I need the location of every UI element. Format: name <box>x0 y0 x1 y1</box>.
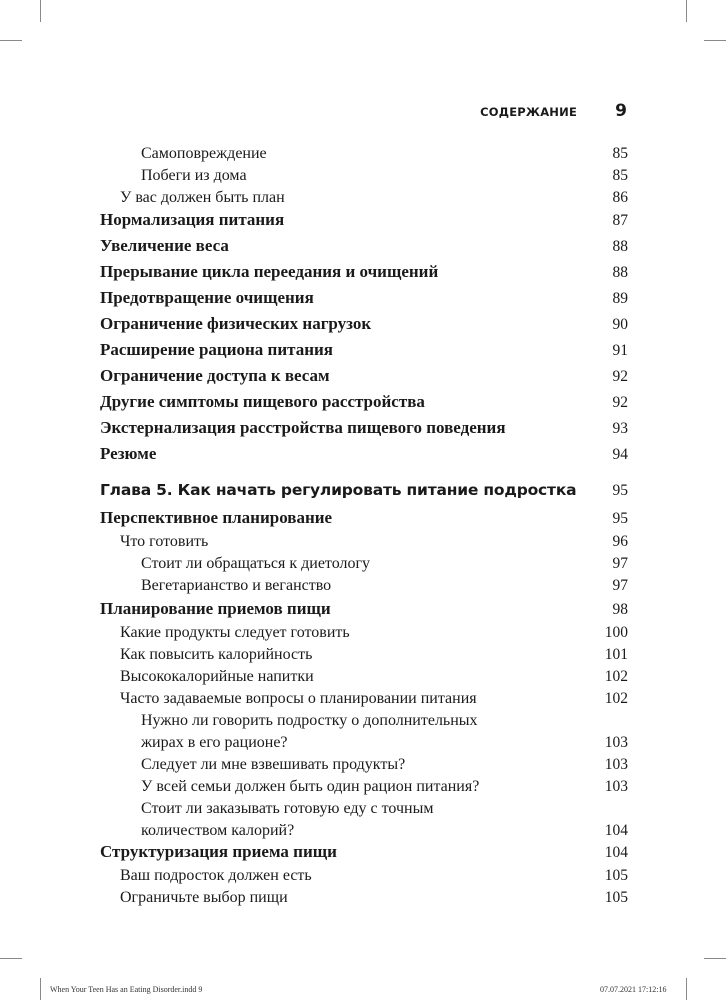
toc-entry-page: 85 <box>612 167 628 184</box>
toc-entry-page: 92 <box>612 368 628 385</box>
toc-entry-title: Другие симптомы пищевого расстройства <box>100 392 425 411</box>
toc-entry-title: Часто задаваемые вопросы о планировании питания <box>120 690 477 707</box>
toc-entry-page: 87 <box>612 212 628 229</box>
toc-entry-title: Стоит ли заказывать готовую еду с точным <box>141 800 434 817</box>
toc-entry-page: 92 <box>612 394 628 411</box>
toc-entry-page: 98 <box>612 601 628 618</box>
toc-entry-page: 101 <box>604 646 628 663</box>
toc-entry-title: Предотвращение очищения <box>100 288 314 307</box>
toc-entry-title: Нужно ли говорить подростку о дополнительных <box>141 712 478 729</box>
toc-entry-page: 95 <box>612 510 628 527</box>
toc-entry-page: 88 <box>612 238 628 255</box>
toc-entry-page: 93 <box>612 420 628 437</box>
toc-entry-page: 104 <box>604 822 628 839</box>
toc-entry-page: 96 <box>612 533 628 550</box>
toc-entry-title: Прерывание цикла переедания и очищений <box>100 262 439 281</box>
toc-entry-title: Высококалорийные напитки <box>120 668 314 685</box>
toc-entry-title: Ограничьте выбор пищи <box>120 889 288 906</box>
toc-entry-page: 86 <box>612 189 628 206</box>
toc-entry-page: 95 <box>612 482 628 499</box>
toc-entry-page: 104 <box>604 844 628 861</box>
footer-timestamp: 07.07.2021 17:12:16 <box>600 985 667 994</box>
toc-entry-page: 100 <box>604 624 628 641</box>
toc-entry-title: У вас должен быть план <box>120 189 285 206</box>
toc-entry-title: жирах в его рационе? <box>141 734 288 751</box>
toc-entry-title: Самоповреждение <box>141 145 267 162</box>
toc-entry-title: Расширение рациона питания <box>100 340 333 359</box>
toc-entry-title: Стоит ли обращаться к диетологу <box>141 555 371 572</box>
toc-entry-title: Резюме <box>100 444 157 463</box>
toc-entry-title: Ограничение физических нагрузок <box>100 314 372 333</box>
running-title: СОДЕРЖАНИЕ <box>480 105 577 119</box>
toc-entry-page: 105 <box>604 867 628 884</box>
toc-entry-title: Структуризация приема пищи <box>100 842 337 861</box>
toc-entry-page: 102 <box>604 668 628 685</box>
toc-entry-title: Побеги из дома <box>141 167 247 184</box>
toc-entry-page: 85 <box>612 145 628 162</box>
page-number: 9 <box>615 101 627 121</box>
toc-entry-page: 102 <box>604 690 628 707</box>
toc-entry-page: 97 <box>612 577 628 594</box>
toc-entry-page: 94 <box>612 446 628 463</box>
toc-entry-page: 97 <box>612 555 628 572</box>
toc-entry-page: 105 <box>604 889 628 906</box>
toc-entry-page: 103 <box>604 778 628 795</box>
toc-entry-title: У всей семьи должен быть один рацион питания? <box>141 778 480 795</box>
toc-entry-title: Следует ли мне взвешивать продукты? <box>141 756 406 773</box>
toc-entry-page: 88 <box>612 264 628 281</box>
toc-entry-page: 103 <box>604 756 628 773</box>
toc-entry-title: Нормализация питания <box>100 210 285 229</box>
toc-entry-title: Вегетарианство и веганство <box>141 577 332 594</box>
toc-entry-title: Ограничение доступа к весам <box>100 366 330 385</box>
toc-entry-page: 103 <box>604 734 628 751</box>
toc-entry-title: Перспективное планирование <box>100 508 333 527</box>
toc-entry-title: Глава 5. Как начать регулировать питание подростка <box>100 481 577 499</box>
toc-entry-page: 91 <box>612 342 628 359</box>
toc-entry-title: Экстернализация расстройства пищевого поведения <box>100 418 506 437</box>
toc-entry-title: Как повысить калорийность <box>120 646 313 663</box>
toc-entry-page: 89 <box>612 290 628 307</box>
toc-entry-title: Какие продукты следует готовить <box>120 624 350 641</box>
footer-file-name: When Your Teen Has an Eating Disorder.indd 9 <box>50 985 203 994</box>
toc-entry-title: Увеличение веса <box>100 236 229 255</box>
toc-entry-title: количеством калорий? <box>141 822 295 839</box>
toc-entry-title: Ваш подросток должен есть <box>120 867 312 884</box>
toc-entry-title: Что готовить <box>120 533 209 550</box>
toc-entry-title: Планирование приемов пищи <box>100 599 331 618</box>
toc-entry-page: 90 <box>612 316 628 333</box>
